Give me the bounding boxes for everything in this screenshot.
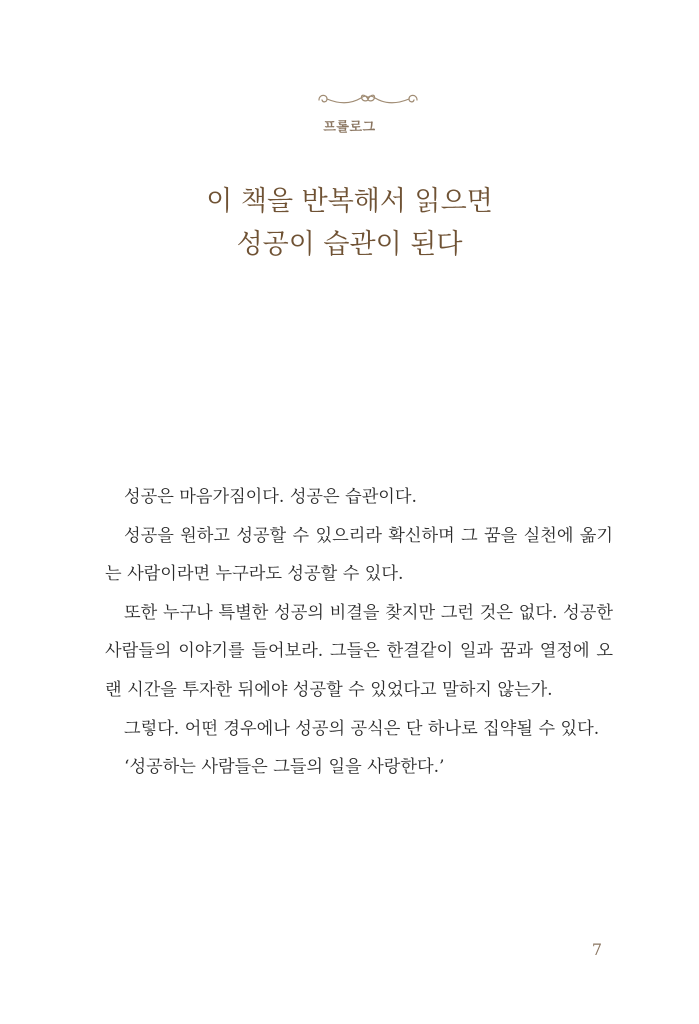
paragraph: 성공은 마음가짐이다. 성공은 습관이다.	[124, 487, 417, 507]
body-text	[105, 478, 613, 787]
scroll-flourish-icon	[313, 88, 423, 112]
title-line-2: 성공이 습관이 된다	[236, 229, 463, 260]
chapter-label: 프롤로그	[323, 120, 376, 135]
paragraph: 성공을 원하고 성공할 수 있으리라 확신하며 그 꿈을 실천에 옮기는 사람이라면 누구라도 성공할 수 있다.	[105, 525, 613, 585]
paragraph: 또한 누구나 특별한 성공의 비결을 찾지만 그런 것은 없다. 성공한 사람들의 이야기를 들어보라. 그들은 한결같이 일과 꿈과 열정에 오랜 시간을 투자한 뒤에야 성공할 수 있었다고 말하지 않는가.	[105, 602, 613, 700]
title-line-1: 이 책을 반복해서 읽으면	[206, 186, 493, 217]
paragraph: 그렇다. 어떤 경우에나 성공의 공식은 단 하나로 집약될 수 있다.	[124, 718, 600, 739]
page-title	[0, 180, 699, 266]
quote-paragraph: ‘성공하는 사람들은 그들의 일을 사랑한다.’	[124, 757, 445, 778]
page-number: 7	[591, 940, 602, 959]
